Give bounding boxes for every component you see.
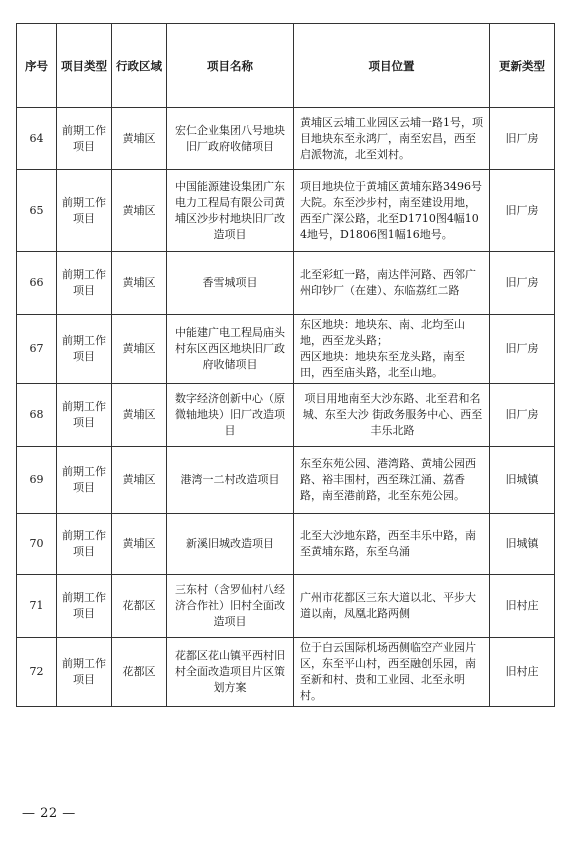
cell-project-type: 前期工作项目	[57, 315, 112, 384]
table-row	[17, 638, 555, 707]
page-number: — 22 —	[22, 806, 76, 821]
cell-project-name: 数字经济创新中心（原微轴地块）旧厂改造项目	[167, 384, 294, 447]
cell-district: 黄埔区	[112, 384, 167, 447]
table-row	[17, 514, 555, 575]
cell-update-type: 旧村庄	[490, 575, 555, 638]
header-project-type	[57, 24, 112, 108]
location-text: 项目地块位于黄埔区黄埔东路3496号大院。东至沙步村，南至建设用地，西至广深公路，北至D1710图4幅104地号，D1806图1幅16地号。	[300, 179, 482, 241]
location-text-east: 东区地块：地块东、南、北均至山地，西至龙头路；	[300, 318, 465, 347]
header-district	[112, 24, 167, 108]
cell-district: 花都区	[112, 638, 167, 707]
cell-serial-no: 67	[17, 315, 57, 384]
cell-project-location	[294, 575, 490, 638]
cell-update-type: 旧城镇	[490, 447, 555, 514]
location-text: 位于白云国际机场西侧临空产业园片区，东至平山村，西至融创乐园，南至新和村、贵和工业园、北至永明村。	[300, 641, 476, 702]
location-text: 东至东苑公园、港湾路、黄埔公园西路、裕丰围村，西至珠江涌、荔香路，南至港前路，北至东苑公园。	[300, 457, 476, 502]
cell-update-type: 旧厂房	[490, 384, 555, 447]
cell-serial-no: 68	[17, 384, 57, 447]
table-row	[17, 447, 555, 514]
cell-project-location	[294, 315, 490, 384]
cell-serial-no: 69	[17, 447, 57, 514]
table-row	[17, 575, 555, 638]
cell-project-location	[294, 108, 490, 170]
table-row	[17, 384, 555, 447]
cell-district: 黄埔区	[112, 170, 167, 252]
cell-update-type: 旧厂房	[490, 252, 555, 315]
cell-serial-no: 71	[17, 575, 57, 638]
table-row	[17, 108, 555, 170]
cell-project-type: 前期工作项目	[57, 575, 112, 638]
cell-update-type: 旧厂房	[490, 170, 555, 252]
cell-project-name: 香雪城项目	[167, 252, 294, 315]
cell-project-location	[294, 447, 490, 514]
table-row	[17, 315, 555, 384]
table-header-row	[17, 24, 555, 108]
location-text: 广州市花都区三东大道以北、平步大道以南，凤凰北路两侧	[300, 591, 476, 620]
cell-project-name: 中国能源建设集团广东电力工程局有限公司黄埔区沙步村地块旧厂改造项目	[167, 170, 294, 252]
header-update-type-label: 更新类型	[499, 58, 545, 73]
header-district-label: 行政区域	[116, 58, 162, 73]
cell-project-location	[294, 514, 490, 575]
cell-serial-no: 64	[17, 108, 57, 170]
cell-project-name: 港湾一二村改造项目	[167, 447, 294, 514]
cell-district: 花都区	[112, 575, 167, 638]
location-text: 北至彩虹一路，南达伴河路、西邻广州印钞厂（在建）、东临荔红二路	[300, 268, 476, 297]
cell-project-name: 花都区花山镇平西村旧村全面改造项目片区策划方案	[167, 638, 294, 707]
cell-project-type: 前期工作项目	[57, 252, 112, 315]
cell-project-type: 前期工作项目	[57, 384, 112, 447]
cell-update-type: 旧村庄	[490, 638, 555, 707]
project-table	[16, 23, 555, 707]
cell-project-location	[294, 384, 490, 447]
cell-serial-no: 65	[17, 170, 57, 252]
cell-project-type: 前期工作项目	[57, 514, 112, 575]
table-row	[17, 170, 555, 252]
header-project-name: 项目名称	[167, 24, 294, 108]
cell-project-location	[294, 170, 490, 252]
cell-district: 黄埔区	[112, 315, 167, 384]
table-row	[17, 252, 555, 315]
cell-update-type: 旧厂房	[490, 315, 555, 384]
location-text: 黄埔区云埔工业园区云埔一路1号，项目地块东至永鸿厂，南至宏昌，西至启派物流，北至刘村。	[300, 115, 483, 161]
cell-district: 黄埔区	[112, 514, 167, 575]
cell-project-name: 宏仁企业集团八号地块旧厂政府收储项目	[167, 108, 294, 170]
cell-project-name: 新溪旧城改造项目	[167, 514, 294, 575]
header-update-type	[490, 24, 555, 108]
cell-update-type: 旧厂房	[490, 108, 555, 170]
cell-district: 黄埔区	[112, 108, 167, 170]
location-text: 北至大沙地东路，西至丰乐中路，南至黄埔东路，东至乌涌	[300, 529, 476, 558]
cell-district: 黄埔区	[112, 447, 167, 514]
cell-district: 黄埔区	[112, 252, 167, 315]
cell-serial-no: 70	[17, 514, 57, 575]
cell-serial-no: 66	[17, 252, 57, 315]
cell-project-type: 前期工作项目	[57, 447, 112, 514]
header-project-type-label: 项目类型	[61, 58, 107, 73]
cell-project-type: 前期工作项目	[57, 638, 112, 707]
cell-project-type: 前期工作项目	[57, 108, 112, 170]
cell-project-location	[294, 638, 490, 707]
cell-update-type: 旧城镇	[490, 514, 555, 575]
cell-project-name: 中能建广电工程局庙头村东区西区地块旧厂政府收储项目	[167, 315, 294, 384]
location-text: 项目用地南至大沙东路、北至君和名城、东至大沙 街政务服务中心、西至丰乐北路	[302, 392, 483, 437]
header-project-location: 项目位置	[294, 24, 490, 108]
header-serial-no: 序号	[17, 24, 57, 108]
cell-serial-no: 72	[17, 638, 57, 707]
location-text-west: 西区地块：地块东至龙头路，南至田，西至庙头路，北至山地。	[300, 350, 465, 379]
cell-project-name: 三东村（含罗仙村八经济合作社）旧村全面改造项目	[167, 575, 294, 638]
cell-project-type: 前期工作项目	[57, 170, 112, 252]
cell-project-location	[294, 252, 490, 315]
